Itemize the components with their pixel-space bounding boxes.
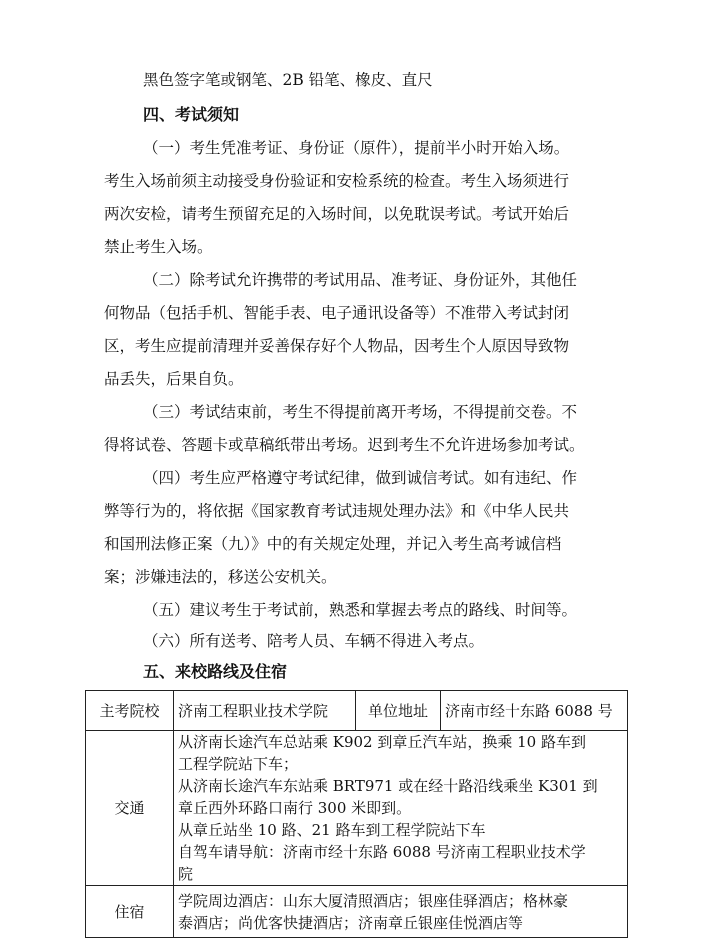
paragraph-2-line-3: 区，考生应提前清理并妥善保存好个人物品，因考生个人原因导致物 bbox=[104, 337, 570, 355]
table-row-transport bbox=[86, 731, 628, 886]
paragraph-4-line-1: （四）考生应严格遵守考试纪律，做到诚信考试。如有违纪、作 bbox=[143, 469, 578, 487]
label-transport: 交通 bbox=[86, 731, 174, 886]
transport-line: 从章丘站坐 10 路、21 路车到工程学院站下车 bbox=[178, 821, 486, 839]
paragraph-1-line-1: （一）考生凭准考证、身份证（原件），提前半小时开始入场。 bbox=[143, 139, 570, 157]
transport-line: 自驾车请导航：济南市经十东路 6088 号济南工程职业技术学 bbox=[178, 843, 586, 861]
transport-line: 从济南长途汽车总站乘 K902 到章丘汽车站，换乘 10 路车到 bbox=[178, 733, 586, 751]
lodging-line: 学院周边酒店：山东大厦清照酒店；银座佳驿酒店；格林豪 bbox=[178, 891, 569, 910]
section-heading-route-lodging: 五、来校路线及住宿 bbox=[143, 662, 288, 681]
paragraph-4-line-2: 弊等行为的，将依据《国家教育考试违规处理办法》和《中华人民共 bbox=[104, 502, 570, 520]
paragraph-6: （六）所有送考、陪考人员、车辆不得进入考点。 bbox=[143, 632, 485, 650]
lodging-line: 泰酒店；尚优客快捷酒店；济南章丘银座佳悦酒店等 bbox=[178, 913, 524, 932]
paragraph-3-line-2: 得将试卷、答题卡或草稿纸带出考场。迟到考生不允许进场参加考试。 bbox=[104, 436, 585, 454]
table-row-school bbox=[86, 691, 628, 731]
label-host-school: 主考院校 bbox=[86, 691, 174, 731]
transport-line: 工程学院站下车； bbox=[178, 755, 299, 773]
paragraph-4-line-3: 和国刑法修正案（九）》中的有关规定处理，并记入考生高考诚信档 bbox=[104, 535, 562, 553]
paragraph-2-line-1: （二）除考试允许携带的考试用品、准考证、身份证外，其他任 bbox=[143, 271, 578, 289]
value-transport bbox=[174, 731, 628, 886]
label-lodging: 住宿 bbox=[86, 886, 174, 938]
table-row-lodging bbox=[86, 886, 628, 938]
paragraph-5: （五）建议考生于考试前，熟悉和掌握去考点的路线、时间等。 bbox=[143, 601, 578, 619]
supplies-line: 黑色签字笔或钢笔、2B 铅笔、橡皮、直尺 bbox=[143, 71, 433, 89]
transport-line: 院 bbox=[178, 865, 194, 883]
value-address: 济南市经十东路 6088 号 bbox=[441, 691, 628, 731]
paragraph-2-line-4: 品丢失，后果自负。 bbox=[104, 370, 244, 388]
paragraph-1-line-2: 考生入场前须主动接受身份验证和安检系统的检查。考生入场须进行 bbox=[104, 172, 570, 190]
paragraph-1-line-3: 两次安检，请考生预留充足的入场时间，以免耽误考试。考试开始后 bbox=[104, 205, 570, 223]
route-lodging-table bbox=[85, 690, 628, 938]
paragraph-4-line-4: 案；涉嫌违法的，移送公安机关。 bbox=[104, 568, 337, 586]
value-host-school: 济南工程职业技术学院 bbox=[174, 691, 356, 731]
paragraph-2-line-2: 何物品（包括手机、智能手表、电子通讯设备等）不准带入考试封闭 bbox=[104, 304, 570, 322]
section-heading-exam-notice: 四、考试须知 bbox=[143, 105, 240, 124]
paragraph-3-line-1: （三）考试结束前，考生不得提前离开考场，不得提前交卷。不 bbox=[143, 403, 578, 421]
paragraph-1-line-4: 禁止考生入场。 bbox=[104, 238, 213, 256]
label-address: 单位地址 bbox=[356, 691, 441, 731]
transport-line: 章丘西外环路口南行 300 米即到。 bbox=[178, 799, 412, 817]
value-lodging bbox=[174, 886, 628, 938]
transport-line: 从济南长途汽车东站乘 BRT971 或在经十路沿线乘坐 K301 到 bbox=[178, 777, 598, 795]
